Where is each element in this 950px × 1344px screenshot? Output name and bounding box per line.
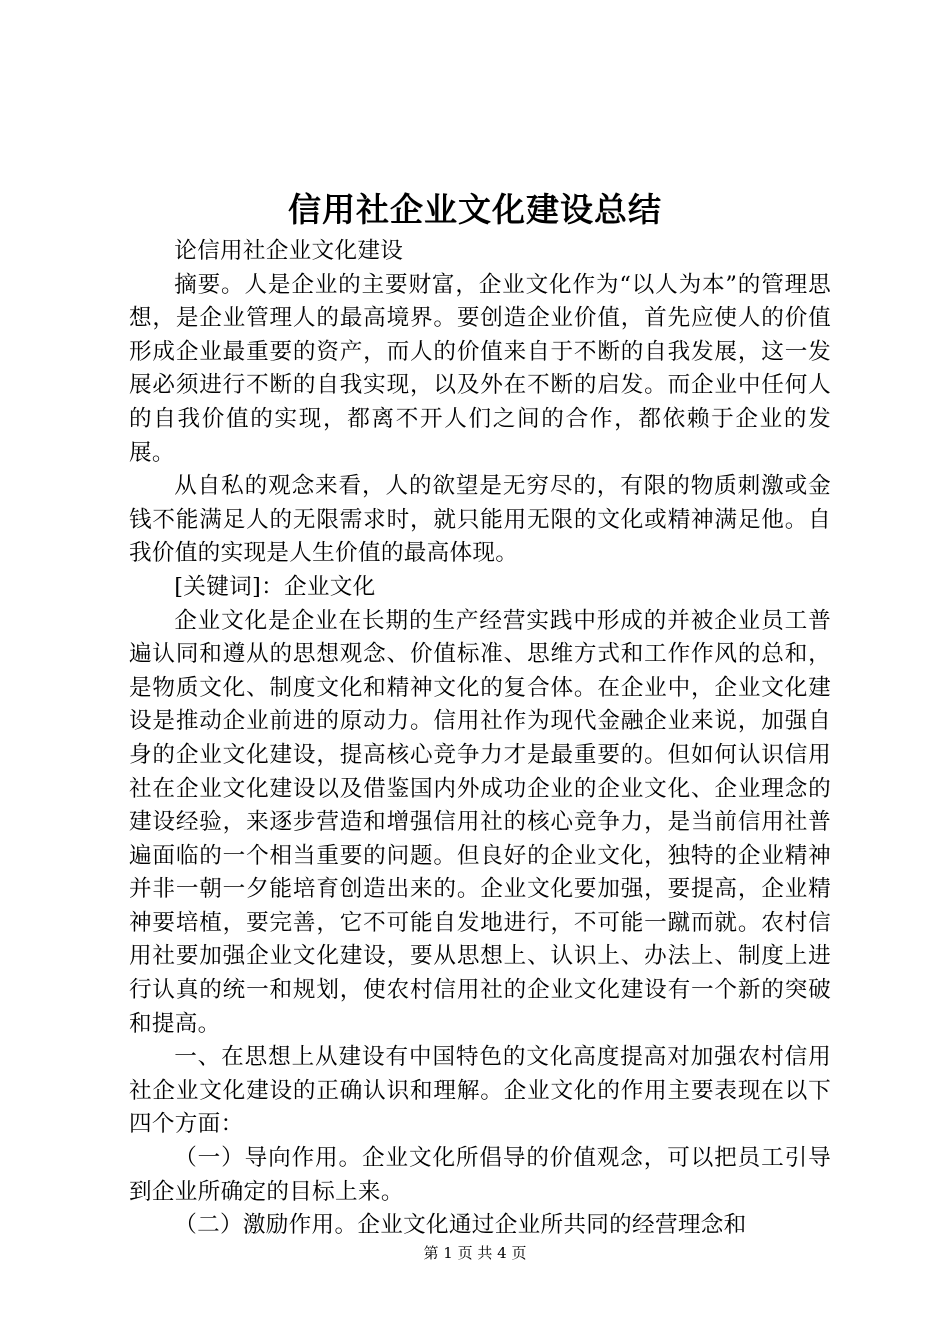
abstract-paragraph: 摘要。人是企业的主要财富，企业文化作为“以人为本”的管理思想，是企业管理人的最高境界。要创造企业价值，首先应使人的价值形成企业最重要的资产，而人的价值来自于不断的自我发展，这一发展必须进行不断的自我实现，以及外在不断的启发。而企业中任何人的自我价值的实现，都离不开人们之间的合作，都依赖于企业的发展。: [129, 271, 831, 466]
body-paragraph: 企业文化是企业在长期的生产经营实践中形成的并被企业员工普遍认同和遵从的思想观念、价值标准、思维方式和工作作风的总和，是物质文化、制度文化和精神文化的复合体。在企业中，企业文化建设是推动企业前进的原动力。信用社作为现代金融企业来说，加强自身的企业文化建设，提高核心竞争力才是最重要的。但如何认识信用社在企业文化建设以及借鉴国内外成功企业的企业文化、企业理念的建设经验，来逐步营造和增强信用社的核心竞争力，是当前信用社普遍面临的一个相当重要的问题。但良好的企业文化，独特的企业精神并非一朝一夕能培育创造出来的。企业文化要加强，要提高，企业精神要培植，要完善，它不可能自发地进行，不可能一蹴而就。农村信用社要加强企业文化建设，要从思想上、认识上、办法上、制度上进行认真的统一和规划，使农村信用社的企业文化建设有一个新的突破和提高。: [129, 607, 831, 1037]
list-item-paragraph: （一）导向作用。企业文化所倡导的价值观念，可以把员工引导到企业所确定的目标上来。: [129, 1145, 831, 1205]
subtitle-paragraph: 论信用社企业文化建设: [174, 238, 404, 264]
page-footer: 第 1 页 共 4 页: [423, 1244, 527, 1262]
body-paragraph: 从自私的观念来看，人的欲望是无穷尽的，有限的物质刺激或金钱不能满足人的无限需求时，就只能用无限的文化或精神满足他。自我价值的实现是人生价值的最高体现。: [129, 473, 831, 567]
list-item-paragraph: （二）激励作用。企业文化通过企业所共同的经营理念和: [174, 1212, 747, 1239]
keywords-paragraph: [关键词]：企业文化: [174, 573, 376, 600]
section-heading-paragraph: 一、在思想上从建设有中国特色的文化高度提高对加强农村信用社企业文化建设的正确认识和理解。企业文化的作用主要表现在以下四个方面：: [129, 1044, 831, 1138]
document-body: [129, 235, 831, 1243]
document-title: 信用社企业文化建设总结: [288, 190, 662, 229]
